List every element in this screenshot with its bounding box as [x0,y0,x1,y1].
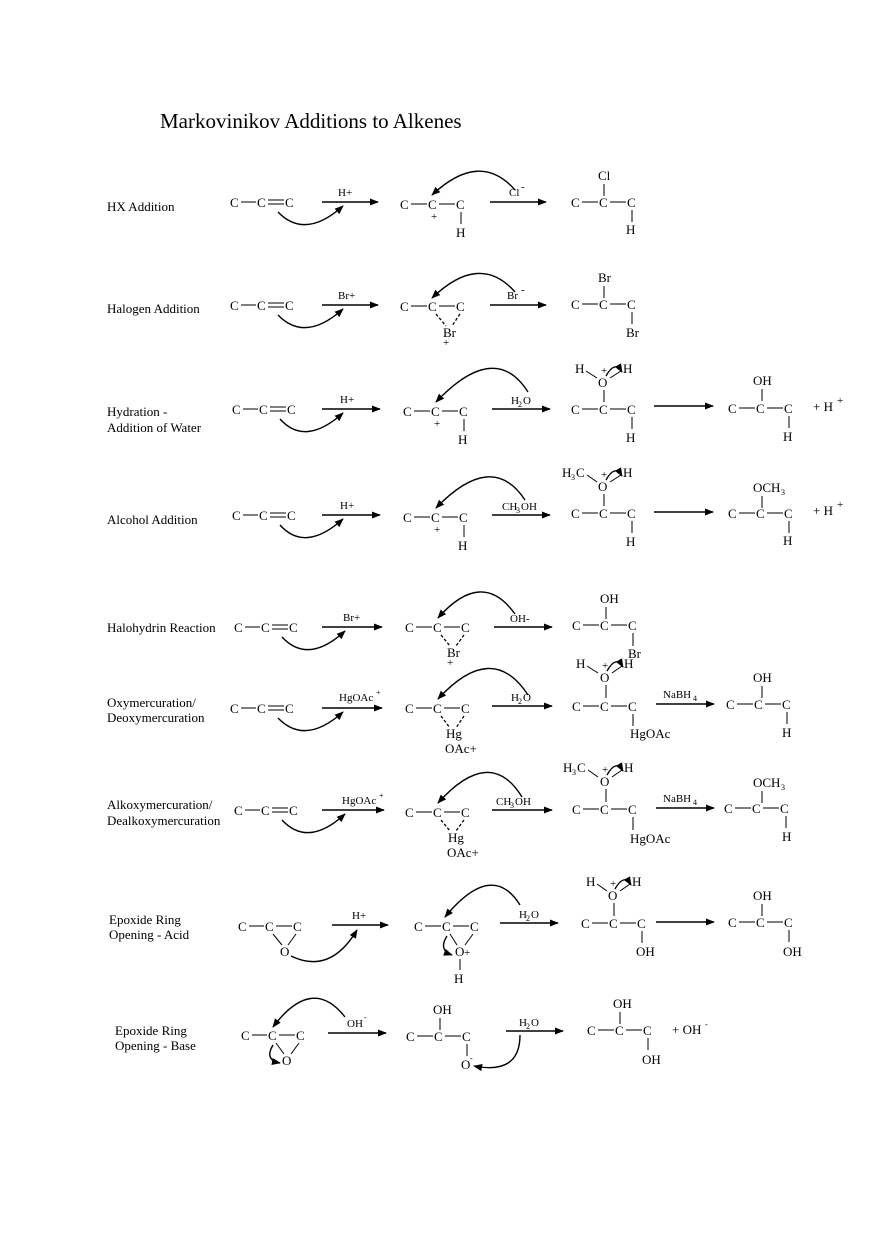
atom-c: C [462,1029,471,1044]
atom-c: C [285,195,294,210]
reaction-name-line2: Opening - Acid [109,927,190,942]
reaction-name-line2: Addition of Water [107,420,202,435]
atom-c: C [470,919,479,934]
atom-o: O [455,944,465,959]
atom-c: C [241,1028,250,1043]
page-title: Markovinikov Additions to Alkenes [160,109,462,133]
reaction-name-line1: Epoxide Ring [109,912,181,927]
atom-c: C [627,402,636,417]
atom-c: C [726,697,735,712]
atom-hg: Hg [446,726,462,741]
reaction-name-line2: Dealkoxymercuration [107,813,221,828]
byproduct: + H [813,399,833,414]
atom-c: C [232,508,241,523]
atom-h: H [783,429,793,444]
atom-c: C [259,508,268,523]
charge-minus: - [364,1013,367,1022]
reagent-label: H [519,1017,527,1029]
atom-br: Br [447,645,460,660]
atom-h: H [576,656,586,671]
subscript: 3 [781,783,785,792]
reagent-label: HgOAc [339,692,374,704]
atom-br: Br [628,646,641,661]
atom-c: C [403,510,412,525]
atom-br: Br [626,325,639,340]
atom-oh: OH [642,1052,661,1067]
reagent-label: CH [502,501,518,513]
atom-oh: OH [753,888,772,903]
reagent-label: HgOAc [342,795,377,807]
atom-oh: OH [613,996,632,1011]
atom-br: Br [598,270,611,285]
atom-c: C [442,919,451,934]
reagent-label: OH- [510,613,530,625]
atom-c: C [581,916,590,931]
charge-plus: + [837,499,844,511]
charge-minus: - [470,1054,473,1063]
atom-c: C [285,298,294,313]
reaction-name: HX Addition [107,199,175,214]
atom-c: C [728,506,737,521]
reagent-label: O [531,909,539,921]
atom-c: C [234,803,243,818]
atom-h: H [626,430,636,445]
atom-oh: OH [753,373,772,388]
reagent-label: NaBH [663,689,692,701]
charge-minus: - [521,284,525,296]
charge-plus: + [447,657,454,669]
atom-c: C [780,801,789,816]
charge-plus: + [602,660,609,672]
atom-oh: OH [600,591,619,606]
atom-c: C [599,297,608,312]
atom-h: H [632,874,642,889]
atom-c: C [756,915,765,930]
atom-c: C [643,1023,652,1038]
atom-c: C [230,298,239,313]
charge-plus: + [443,337,450,349]
reaction-name-line2: Opening - Base [115,1038,196,1053]
charge-plus: + [601,365,608,377]
atom-c: C [461,805,470,820]
charge-plus: + [610,878,617,890]
charge-plus: + [602,764,609,776]
atom-c: C [782,697,791,712]
reaction-name: Halohydrin Reaction [107,620,216,635]
atom-c: C [400,197,409,212]
atom-o: O [280,944,290,959]
atom-br: Br [443,325,456,340]
charge-plus: + [601,469,608,481]
atom-h: H [782,829,792,844]
atom-o: O [600,774,610,789]
atom-o: O [282,1053,292,1068]
reaction-halohydrin [107,591,642,669]
atom-c: C [637,916,646,931]
atom-h: H [458,432,468,447]
atom-c: C [234,620,243,635]
atom-o: O [598,479,608,494]
reagent-label: Cl [509,187,520,199]
reagent-label: O [531,1017,539,1029]
reagent-label: H+ [340,500,355,512]
atom-c: C [752,801,761,816]
charge-plus: + [464,947,471,959]
atom-o: O [608,888,618,903]
atom-o: O [600,670,610,685]
oac-plus: OAc+ [445,741,477,756]
reagent-label: H [511,395,519,407]
atom-c: C [599,402,608,417]
atom-c: C [628,618,637,633]
atom-c: C [261,803,270,818]
atom-oh: OH [753,670,772,685]
atom-c: C [257,298,266,313]
subscript: 2 [526,914,530,923]
reaction-name-line2: Deoxymercuration [107,710,205,725]
atom-c: C [627,195,636,210]
reagent-label: OH [515,796,531,808]
atom-c: C [754,697,763,712]
atom-hg: Hg [448,830,464,845]
atom-och3: OCH [753,480,781,495]
atom-c: C [296,1028,305,1043]
atom-c: C [230,701,239,716]
atom-c: C [405,805,414,820]
byproduct: + OH [672,1022,702,1037]
atom-h: H [623,465,633,480]
reagent-label: H+ [340,394,355,406]
reaction-epoxide-acid [109,874,802,986]
reaction-name: Halogen Addition [107,301,200,316]
reagent-label: H [519,909,527,921]
atom-c: C [456,299,465,314]
subscript: 2 [518,697,522,706]
atom-c: C [433,620,442,635]
oac-plus: OAc+ [447,845,479,860]
atom-c: C [600,618,609,633]
atom-c: C [599,506,608,521]
atom-c: C [433,701,442,716]
reagent-label: Br+ [338,290,356,302]
reagent-label: Br [507,290,518,302]
atom-c: C [285,701,294,716]
atom-o: O [461,1057,471,1072]
atom-c: C [433,805,442,820]
reagent-label: H+ [352,910,367,922]
atom-h: H [456,225,466,240]
atom-c: C [724,801,733,816]
reaction-alkoxymercuration [107,760,791,860]
reagent-label: Br+ [343,612,361,624]
atom-h: H [623,361,633,376]
atom-c: C [230,195,239,210]
atom-h: H [586,874,596,889]
atom-c: C [257,195,266,210]
atom-c: C [571,506,580,521]
atom-c: C [615,1023,624,1038]
atom-c: C [289,803,298,818]
atom-c: C [571,195,580,210]
charge-plus: + [376,688,381,697]
atom-c: C [461,701,470,716]
reagent-label: OH [521,501,537,513]
atom-c: C [406,1029,415,1044]
reagent-label: CH [496,796,512,808]
reaction-name: Alcohol Addition [107,512,198,527]
reagent-label: O [523,692,531,704]
subscript: 3 [571,473,575,482]
atom-h: H [575,361,585,376]
atom-c: C [428,197,437,212]
charge-plus: + [434,418,441,430]
atom-c: C [571,297,580,312]
subscript: 3 [572,768,576,777]
atom-c: C [609,916,618,931]
reagent-label: OH [347,1018,363,1030]
atom-c: C [414,919,423,934]
atom-c: C [459,510,468,525]
atom-c: C [287,402,296,417]
atom-c: C [293,919,302,934]
reaction-name-line1: Alkoxymercuration/ [107,797,213,812]
atom-h: H [624,760,634,775]
atom-c: C [628,699,637,714]
atom-cl: Cl [598,168,611,183]
subscript: 4 [693,694,697,703]
subscript: 3 [510,801,514,810]
atom-c: C [287,508,296,523]
atom-h: H [562,465,572,480]
atom-c: C [428,299,437,314]
atom-c: C [627,506,636,521]
atom-h: H [783,533,793,548]
atom-c: C [257,701,266,716]
atom-h: H [626,222,636,237]
atom-oh: OH [433,1002,452,1017]
reaction-name-line1: Epoxide Ring [115,1023,187,1038]
atom-h: H [624,656,634,671]
atom-c: C [456,197,465,212]
atom-c: C [268,1028,277,1043]
atom-c: C [572,618,581,633]
atom-h: H [782,725,792,740]
atom-hgoac: HgOAc [630,831,671,846]
atom-c: C [756,401,765,416]
atom-c: C [576,465,585,480]
atom-c: C [600,802,609,817]
atom-c: C [459,404,468,419]
charge-minus: - [521,181,525,193]
atom-h: H [458,538,468,553]
subscript: 3 [516,506,520,515]
atom-c: C [627,297,636,312]
subscript: 4 [693,798,697,807]
atom-c: C [400,299,409,314]
atom-c: C [587,1023,596,1038]
atom-c: C [259,402,268,417]
atom-c: C [405,620,414,635]
atom-c: C [431,510,440,525]
reaction-hx-addition [107,168,636,240]
atom-och3: OCH [753,775,781,790]
atom-c: C [728,401,737,416]
atom-c: C [628,802,637,817]
subscript: 2 [526,1022,530,1031]
reaction-alcohol-addition [107,465,843,553]
atom-c: C [265,919,274,934]
atom-oh: OH [783,944,802,959]
atom-c: C [405,701,414,716]
atom-c: C [571,402,580,417]
charge-plus: + [431,211,438,223]
reaction-name-line1: Oxymercuration/ [107,695,196,710]
atom-c: C [577,760,586,775]
reagent-label: O [523,395,531,407]
atom-hgoac: HgOAc [630,726,671,741]
atom-c: C [728,915,737,930]
byproduct: + H [813,503,833,518]
atom-c: C [784,401,793,416]
charge-minus: - [705,1020,708,1029]
atom-o: O [598,375,608,390]
atom-c: C [784,506,793,521]
atom-c: C [600,699,609,714]
atom-c: C [403,404,412,419]
atom-c: C [756,506,765,521]
reagent-label: H [511,692,519,704]
subscript: 3 [781,488,785,497]
charge-plus: + [379,791,384,800]
atom-h: H [626,534,636,549]
reaction-epoxide-base [115,996,708,1072]
reaction-oxymercuration [107,656,791,756]
reaction-name-line1: Hydration - [107,404,168,419]
reaction-halogen-addition [107,270,640,349]
charge-plus: + [837,395,844,407]
atom-c: C [572,699,581,714]
atom-c: C [784,915,793,930]
atom-c: C [572,802,581,817]
reagent-label: H+ [338,187,353,199]
atom-c: C [434,1029,443,1044]
subscript: 2 [518,400,522,409]
atom-c: C [289,620,298,635]
atom-c: C [232,402,241,417]
atom-oh: OH [636,944,655,959]
atom-c: C [261,620,270,635]
atom-h: H [454,971,464,986]
reagent-label: NaBH [663,793,692,805]
atom-c: C [461,620,470,635]
atom-c: C [599,195,608,210]
atom-h: H [563,760,573,775]
charge-plus: + [434,524,441,536]
reaction-hydration [107,361,843,447]
atom-c: C [431,404,440,419]
atom-c: C [238,919,247,934]
